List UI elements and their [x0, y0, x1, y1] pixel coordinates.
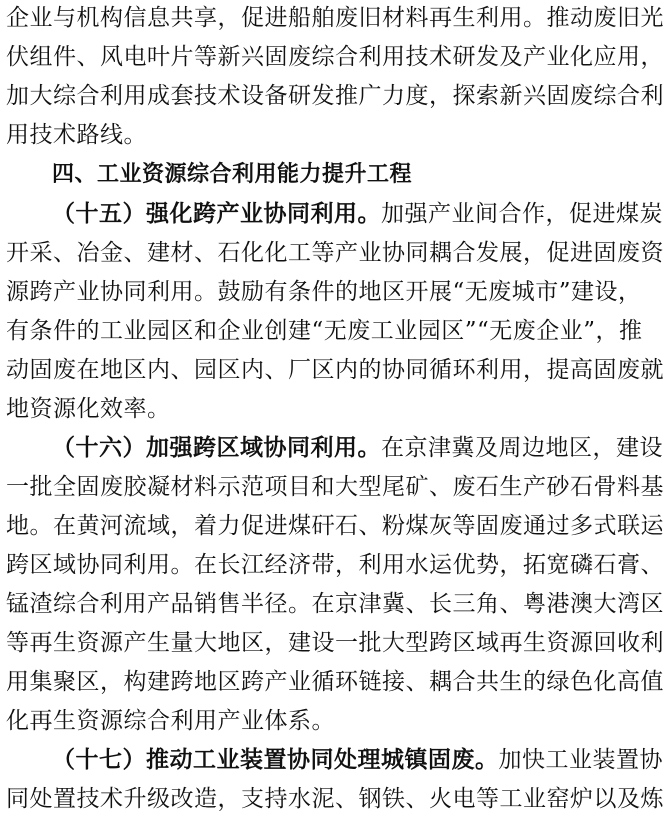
paragraph-line: 加大综合利用成套技术设备研发推广力度，探索新兴固废综合利 [6, 83, 664, 109]
item-lead: （十六）加强跨区域协同利用。 [52, 435, 381, 461]
item-text: 加快工业装置协 [498, 747, 663, 773]
item-first-line [52, 430, 663, 466]
paragraph-line: 伏组件、风电叶片等新兴固废综合利用技术研发及产业化应用， [6, 44, 664, 70]
item-text: 加强产业间合作，促进煤炭 [381, 201, 663, 227]
paragraph-line: 有条件的工业园区和企业创建“无废工业园区”“无废企业”，推 [6, 318, 643, 344]
paragraph-line: 一批全固废胶凝材料示范项目和大型尾矿、废石生产砂石骨料基 [6, 474, 664, 500]
item-lead: （十五）强化跨产业协同利用。 [52, 201, 381, 227]
item-first-line [52, 742, 663, 778]
paragraph-line: 用技术路线。 [6, 122, 147, 148]
paragraph-line: 源跨产业协同利用。鼓励有条件的地区开展“无废城市”建设， [6, 279, 642, 305]
paragraph-line: 化再生资源综合利用产业体系。 [6, 708, 335, 734]
item-first-line [52, 196, 663, 232]
paragraph-line: 用集聚区，构建跨地区跨产业循环链接、耦合共生的绿色化高值 [6, 669, 664, 695]
paragraph-line: 同处置技术升级改造，支持水泥、钢铁、火电等工业窑炉以及炼 [6, 786, 664, 812]
paragraph-line: 等再生资源产生量大地区，建设一批大型跨区域再生资源回收利 [6, 630, 664, 656]
paragraph-line: 锰渣综合利用产品销售半径。在京津冀、长三角、粤港澳大湾区 [6, 591, 664, 617]
item-text: 在京津冀及周边地区，建设 [381, 435, 663, 461]
paragraph-line: 动固废在地区内、园区内、厂区内的协同循环利用，提高固废就 [6, 357, 664, 383]
paragraph-line: 企业与机构信息共享，促进船舶废旧材料再生利用。推动废旧光 [6, 5, 664, 31]
item-lead: （十七）推动工业装置协同处理城镇固废。 [52, 747, 499, 773]
paragraph-line: 开采、冶金、建材、石化化工等产业协同耦合发展，促进固废资 [6, 240, 664, 266]
paragraph-line: 跨区域协同利用。在长江经济带，利用水运优势，拓宽磷石膏、 [6, 552, 664, 578]
paragraph-line: 地。在黄河流域，着力促进煤矸石、粉煤灰等固废通过多式联运 [6, 513, 664, 539]
paragraph-line: 地资源化效率。 [6, 396, 171, 422]
section-heading: 四、工业资源综合利用能力提升工程 [52, 162, 413, 187]
